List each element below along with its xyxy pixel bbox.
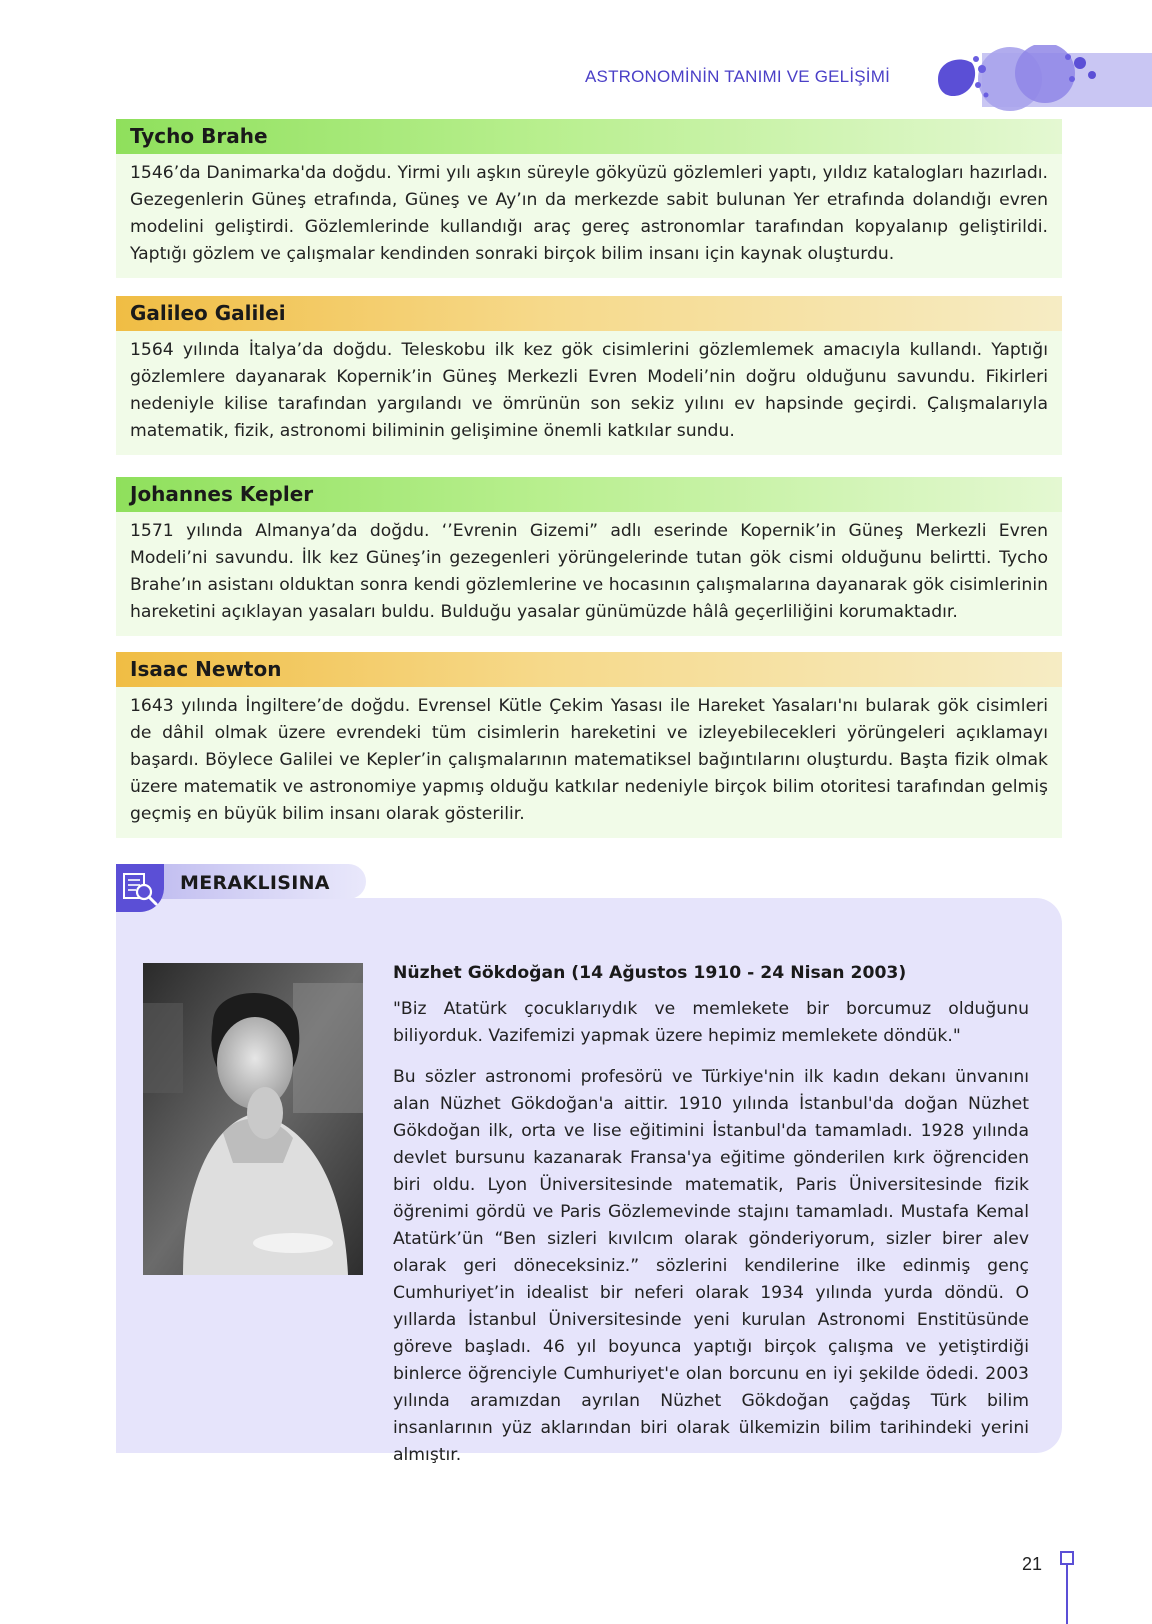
page-number: 21 [1022,1554,1043,1574]
bio-text: 1643 yılında İngiltere’de doğdu. Evrensel Kütle Çekim Yasası ile Hareket Yasaları'nı bularak gök cisimleri de dâhil olmak üzere evrendeki tüm cisimlerin hareketini ve izleyebilecekleri yörüngeleri açıklamayı başardı. Böylece Galilei ve Kepler’in çalışmalarının matematiksel bağıntılarını oluşturdu. Başta fizik olmak üzere matematik ve astronomiye yapmış olduğu katkılar nedeniyle birçok bilim otoritesi tarafından gelmiş geçmiş en büyük bilim insanı olarak gösterilir. [116,687,1062,838]
meraklisina-body: Bu sözler astronomi profesörü ve Türkiye'nin ilk kadın dekanı ünvanını alan Nüzhet Gökdoğan'a aittir. 1910 yılında İstanbul'da doğan Nüzhet Gökdoğan ilk, orta ve lise eğitimini İstanbul'da tamamladı. 1928 yılında devlet bursunu kazanarak Fransa'ya eğitime gönderilen kırk öğrenciden biri oldu. Lyon Üniversitesinde matematik, Paris Üniversitesinde fizik öğrenimi gördü ve Paris Gözlemevinde stajını tamamladı. Mustafa Kemal Atatürk’ün “Ben sizleri kıvılcım olarak gönderiyorum, sizler birer alev olarak geri döneceksiniz.” sözlerini kendilerine ilke edinmiş genç Cumhuriyet’in idealist bir neferi olarak 1934 yılında yurda döndü. O yıllarda İstanbul Üniversitesinde yeni kurulan Astronomi Enstitüsünde göreve başladı. 46 yıl boyunca yaptığı birçok çalışma ve yetiştirdiği binlerce öğrenciyle Cumhuriyet'e olan borcunu en iyi şekilde ödedi. 2003 yılında aramızdan ayrılan Nüzhet Gökdoğan çağdaş Türk bilim insanlarının yüz aklarından biri olarak ülkemizin bilim tarihindeki yerini almıştır. [393,1067,1029,1465]
header-decoration [920,45,1152,115]
meraklisina-quote: "Biz Atatürk çocuklarıydık ve memlekete bir borcumuz olduğunu biliyorduk. Vazifemizi yapmak üzere hepimiz memlekete döndük." [393,999,1029,1046]
meraklisina-label: MERAKLISINA [180,872,330,894]
meraklisina-person-name: Nüzhet Gökdoğan (14 Ağustos 1910 - 24 Nisan 2003) [393,963,907,983]
magnifier-document-icon [116,864,164,912]
bio-title: Isaac Newton [116,652,1062,687]
bio-tycho-brahe [116,119,1062,278]
bio-galileo-galilei [116,296,1062,455]
running-header: ASTRONOMİNİN TANIMI VE GELİŞİMİ [585,67,890,86]
bio-isaac-newton [116,652,1062,838]
page-marker-square [1060,1551,1074,1565]
bio-johannes-kepler [116,477,1062,636]
bio-title: Johannes Kepler [116,477,1062,512]
bio-text: 1564 yılında İtalya’da doğdu. Teleskobu ilk kez gök cisimlerini gözlemlemek amacıyla kullandı. Yaptığı gözlemlere dayanarak Kopernik’in Güneş Merkezli Evren Modeli’nin doğru olduğunu savundu. Fikirleri nedeniyle kilise tarafından yargılandı ve ömrünün son sekiz yılını ev hapsinde geçirdi. Çalışmalarıyla matematik, fizik, astronomi biliminin gelişimine önemli katkılar sundu. [116,331,1062,455]
page-marker-line [1066,1565,1068,1624]
bio-title: Galileo Galilei [116,296,1062,331]
bio-text: 1571 yılında Almanya’da doğdu. ‘’Evrenin Gizemi” adlı eserinde Kopernik’in Güneş Merkezli Evren Modeli’ni savundu. İlk kez Güneş’in gezegenleri yörüngelerinde tutan gök cismi olduğunu belirtti. Tycho Brahe’ın asistanı olduktan sonra kendi gözlemlerine ve hocasının çalışmalarına dayanarak gök cisimlerinin hareketini açıklayan yasaları buldu. Bulduğu yasalar günümüzde hâlâ geçerliliğini korumaktadır. [116,512,1062,636]
bio-text: 1546’da Danimarka'da doğdu. Yirmi yılı aşkın süreyle gökyüzü gözlemleri yaptı, yıldız katalogları hazırladı. Gezegenlerin Güneş etrafında, Güneş ve Ay’ın da merkezde sabit bulunan Yer etrafında dolandığı evren modelini geliştirdi. Gözlemlerinde kullandığı araç gereç astronomlar tarafından kopyalanıp geliştirildi. Yaptığı gözlem ve çalışmalar kendinden sonraki birçok bilim insanı için kaynak oluşturdu. [116,154,1062,278]
portrait-photo [143,963,363,1275]
bio-title: Tycho Brahe [116,119,1062,154]
